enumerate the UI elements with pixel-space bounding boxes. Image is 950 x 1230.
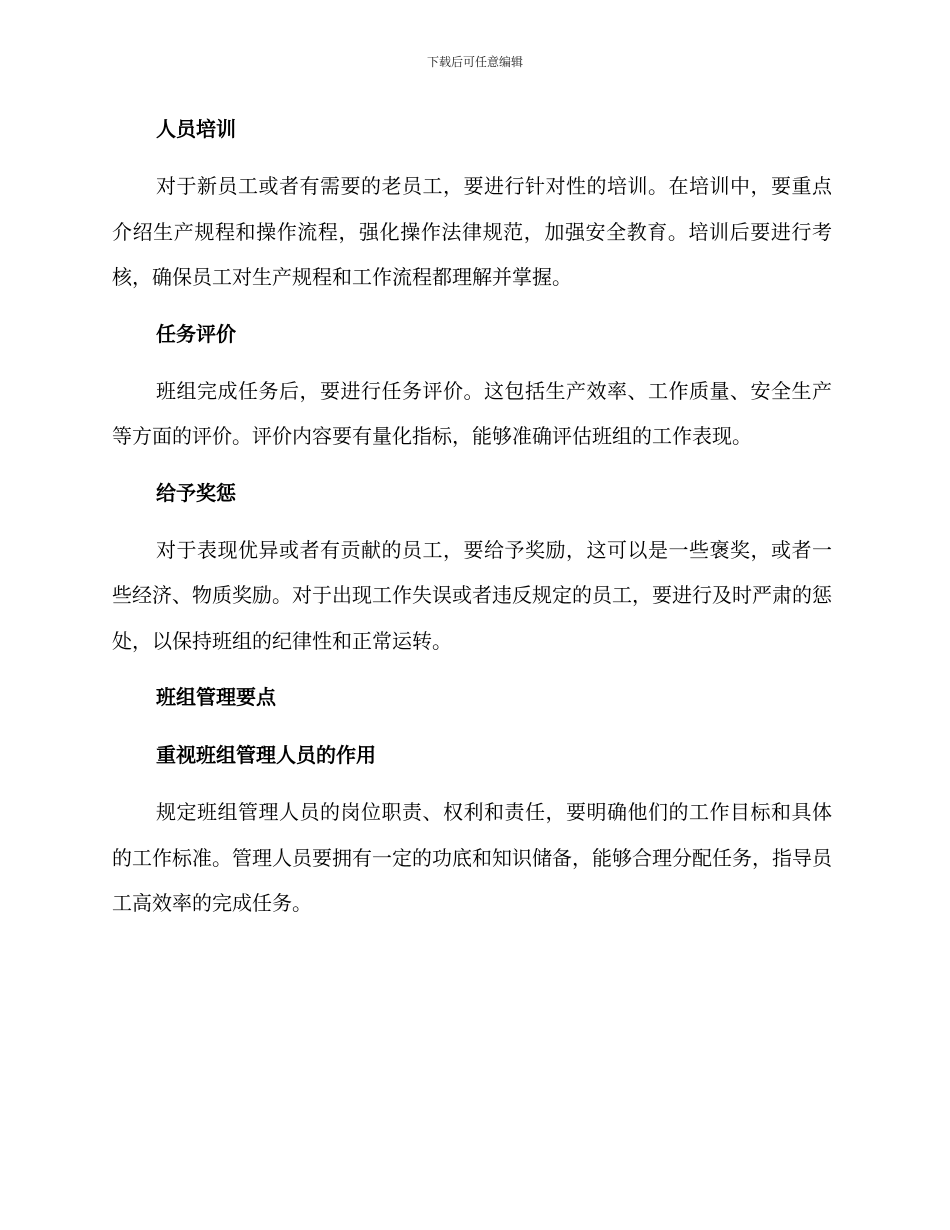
section-paragraph-manager-role: 规定班组管理人员的岗位职责、权利和责任，要明确他们的工作目标和具体的工作标准。管理人员要拥有一定的功底和知识储备，能够合理分配任务，指导员工高效率的完成任务。: [112, 800, 832, 915]
section-paragraph-task-evaluation: 班组完成任务后，要进行任务评价。这包括生产效率、工作质量、安全生产等方面的评价。评价内容要有量化指标，能够准确评估班组的工作表现。: [112, 378, 832, 448]
section-heading-manager-role: 重视班组管理人员的作用: [156, 743, 376, 767]
section-heading-task-evaluation: 任务评价: [156, 321, 236, 346]
section-heading-staff-training: 人员培训: [156, 117, 236, 141]
section-paragraph-staff-training: 对于新员工或者有需要的老员工，要进行针对性的培训。在培训中，要重点介绍生产规程和操作流程，强化操作法律规范，加强安全教育。培训后要进行考核，确保员工对生产规程和工作流程都理解并掌握。: [112, 174, 832, 289]
page-header: 下载后可任意编辑: [426, 55, 523, 69]
document-body: [112, 110, 832, 927]
section-heading-team-management-points: 班组管理要点: [156, 685, 276, 709]
section-paragraph-rewards-penalties: 对于表现优异或者有贡献的员工，要给予奖励，这可以是一些褒奖，或者一些经济、物质奖励。对于出现工作失误或者违反规定的员工，要进行及时严肃的惩处，以保持班组的纪律性和正常运转。: [112, 537, 832, 653]
section-heading-rewards-penalties: 给予奖惩: [156, 480, 236, 505]
